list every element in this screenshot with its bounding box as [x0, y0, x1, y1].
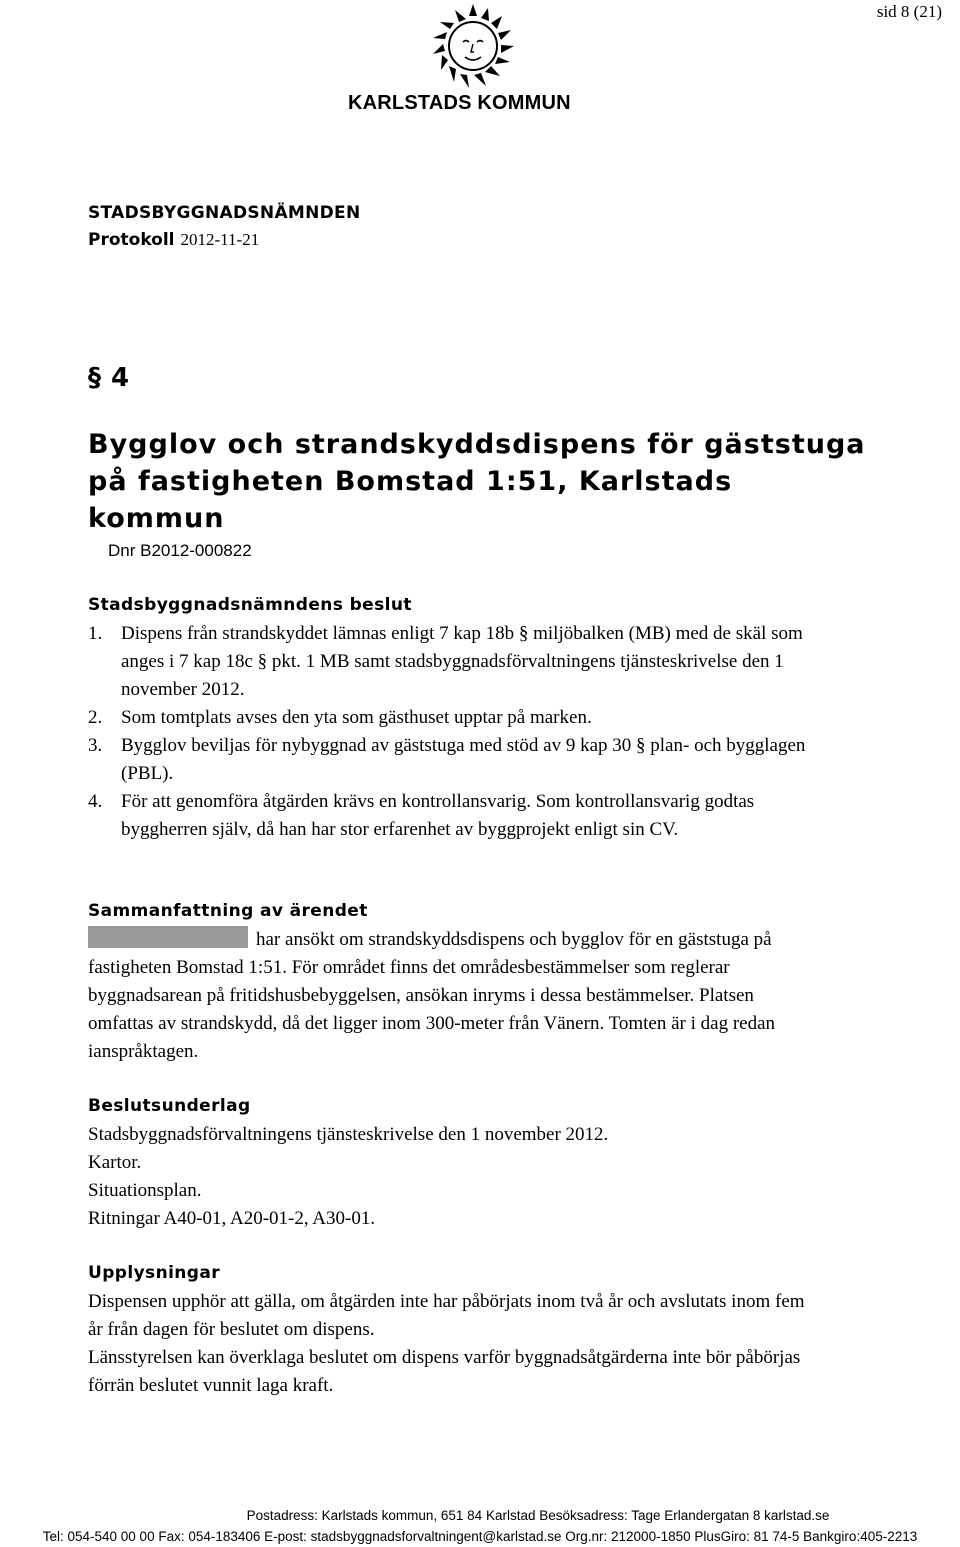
info-paragraph: Dispensen upphör att gälla, om åtgärden inte har påbörjats inom två år och avslutats inom fem år från dagen för beslutet om dispens.	[88, 1291, 805, 1340]
page-number: sid 8 (21)	[876, 2, 942, 21]
protocol-label: Protokoll	[88, 230, 175, 250]
list-item: Kartor.	[88, 1152, 142, 1173]
protocol-date: 2012-11-21	[180, 230, 260, 249]
sun-logo-icon	[426, 2, 520, 94]
decision-heading: Stadsbyggnadsnämndens beslut	[88, 595, 412, 615]
list-item: Situationsplan.	[88, 1180, 202, 1201]
footer-address: Postadress: Karlstads kommun, 651 84 Karlstad Besöksadress: Tage Erlandergatan 8 karlstad.se	[246, 1508, 830, 1523]
list-item: 4. För att genomföra åtgärden krävs en kontrollansvarig. Som kontrollansvarig godtas byggherren själv, då han har stor erfarenhet av byggprojekt enligt sin CV.	[88, 791, 755, 840]
summary-text: har ansökt om strandskyddsdispens och bygglov för en gäststuga på fastigheten Bomstad 1:51. För området finns det områdesbestämmelser som reglerar byggnadsarean på fritidshusbebyggelsen, ansökan inryms i dessa bestämmelser. Platsen omfattas av strandskydd, då det ligger inom 300-meter från Vänern. Tomten är i dag redan ianspråktagen.	[88, 926, 808, 1066]
decision-list	[88, 620, 828, 844]
committee-name: STADSBYGGNADSNÄMNDEN	[88, 203, 361, 223]
redacted-name	[88, 926, 248, 948]
organization-name: KARLSTADS KOMMUN	[348, 92, 571, 114]
list-item: Ritningar A40-01, A20-01-2, A30-01.	[88, 1208, 376, 1229]
paragraph-number: 4	[111, 363, 130, 393]
list-item: 3. Bygglov beviljas för nybyggnad av gäststuga med stöd av 9 kap 30 § plan- och bygglagen (PBL).	[88, 735, 806, 784]
basis-heading: Beslutsunderlag	[88, 1096, 251, 1116]
page-title: Bygglov och strandskyddsdispens för gäststuga på fastigheten Bomstad 1:51, Karlstads kommun	[88, 429, 866, 534]
list-item: Stadsbyggnadsförvaltningens tjänsteskrivelse den 1 november 2012.	[88, 1124, 609, 1145]
case-number: Dnr B2012-000822	[108, 541, 252, 560]
info-text	[88, 1288, 808, 1400]
paragraph-symbol: §	[88, 363, 101, 393]
info-paragraph: Länsstyrelsen kan överklaga beslutet om dispens varför byggnadsåtgärderna inte bör påbörjas förrän beslutet vunnit laga kraft.	[88, 1347, 801, 1396]
footer-contact: Tel: 054-540 00 00 Fax: 054-183406 E-post: stadsbyggnadsforvaltningent@karlstad.se Org.nr: 212000-1850 PlusGiro: 81 74-5 Bankgiro:405-2213	[42, 1529, 918, 1544]
basis-list	[88, 1121, 808, 1233]
list-item: 1. Dispens från strandskyddet lämnas enligt 7 kap 18b § miljöbalken (MB) med de skäl som anges i 7 kap 18c § pkt. 1 MB samt stadsbyggnadsförvaltningens tjänsteskrivelse den 1 november 2012.	[88, 623, 803, 700]
protocol-line	[88, 230, 259, 250]
summary-heading: Sammanfattning av ärendet	[88, 901, 368, 921]
info-heading: Upplysningar	[88, 1263, 221, 1283]
list-item: 2. Som tomtplats avses den yta som gästhuset upptar på marken.	[88, 707, 592, 728]
paragraph-heading	[88, 363, 129, 393]
